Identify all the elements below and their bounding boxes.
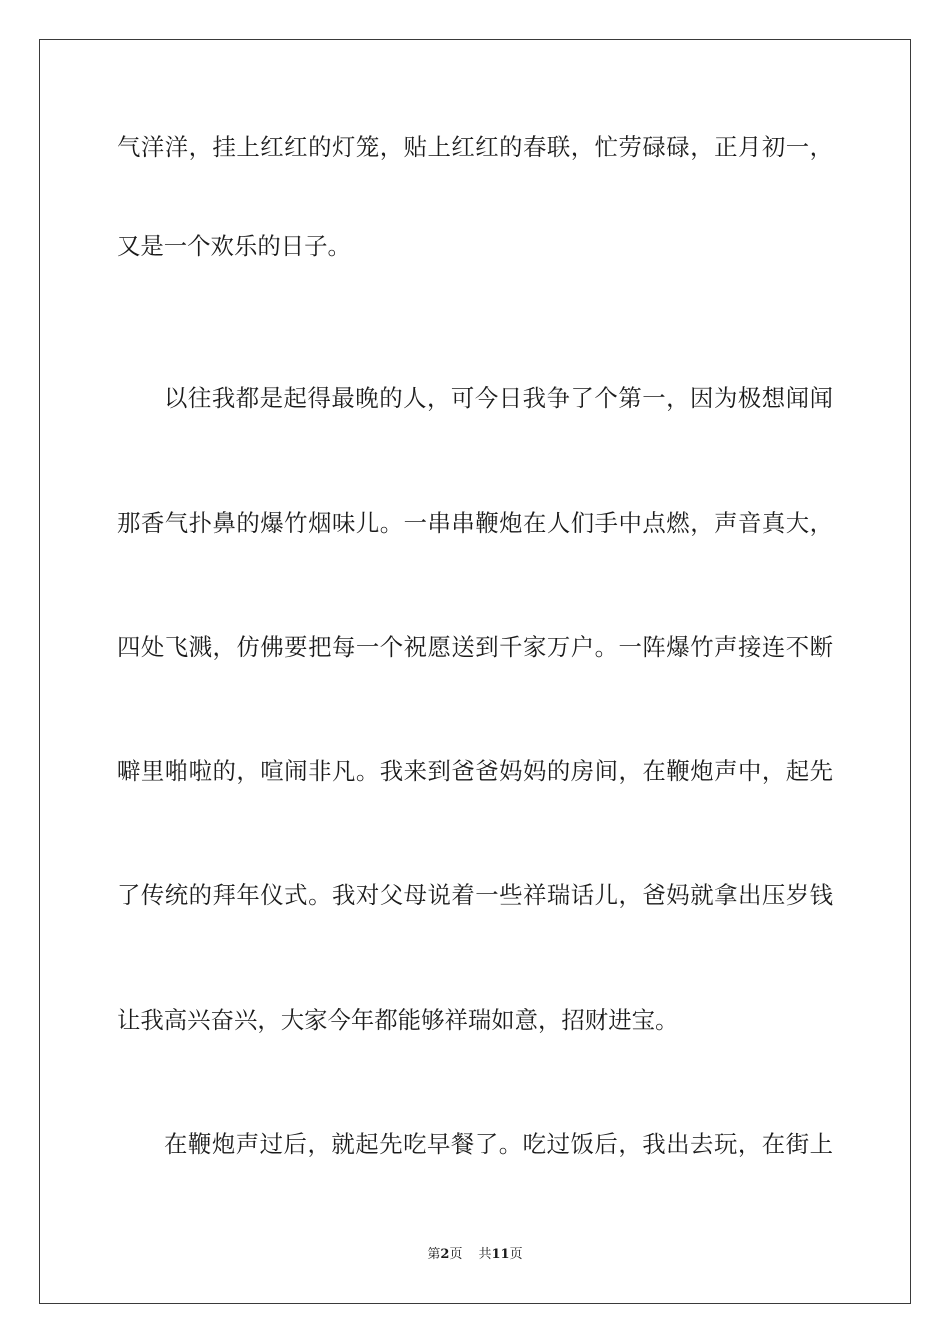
body-line-5: 四处飞溅，仿佛要把每一个祝愿送到千家万户。一阵爆竹声接连不断 (117, 633, 833, 661)
total-pages: 11 (491, 1247, 510, 1262)
page-prefix: 第 (427, 1247, 441, 1262)
body-line-6: 噼里啪啦的，喧闹非凡。我来到爸爸妈妈的房间，在鞭炮声中，起先 (117, 757, 833, 785)
body-line-4: 那香气扑鼻的爆竹烟味儿。一串串鞭炮在人们手中点燃，声音真大， (117, 509, 833, 537)
page-footer (0, 1246, 950, 1264)
body-line-7: 了传统的拜年仪式。我对父母说着一些祥瑞话儿，爸妈就拿出压岁钱 (117, 881, 833, 909)
body-line-3: 以往我都是起得最晚的人，可今日我争了个第一，因为极想闻闻 (164, 384, 833, 412)
body-line-1: 气洋洋，挂上红红的灯笼，贴上红红的春联，忙劳碌碌，正月初一， (117, 133, 833, 161)
page-number: 2 (440, 1247, 450, 1262)
body-line-2: 又是一个欢乐的日子。 (117, 232, 351, 260)
total-suffix: 页 (509, 1247, 523, 1262)
page-border (39, 39, 911, 1304)
body-line-9: 在鞭炮声过后，就起先吃早餐了。吃过饭后，我出去玩，在街上 (164, 1130, 833, 1158)
page-suffix: 页 (449, 1247, 463, 1262)
body-line-8: 让我高兴奋兴，大家今年都能够祥瑞如意，招财进宝。 (117, 1006, 679, 1034)
total-prefix: 共 (478, 1247, 492, 1262)
